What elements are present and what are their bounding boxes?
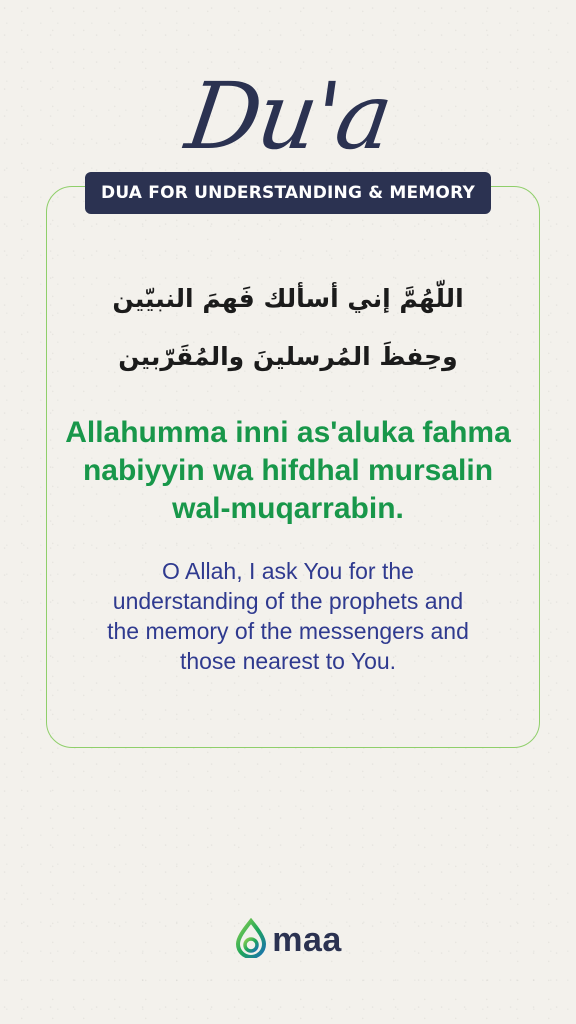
logo-wordmark: maa <box>272 920 342 959</box>
arabic-text-line-2: وحِفظَ المُرسلينَ والمُقَرّبين <box>118 342 458 371</box>
arabic-text-line-1: اللّهُمَّ إني أسألك فَهمَ النبيّين <box>112 284 464 313</box>
transliteration-text: Allahumma inni as'aluka fahma nabiyyin wa hifdhal mursalin wal-muqarrabin. <box>65 416 511 525</box>
dua-script-title: Du'a <box>179 63 397 170</box>
title-banner <box>85 172 491 214</box>
maa-logo <box>0 918 576 962</box>
maa-drop-icon <box>234 918 268 962</box>
banner-text: DUA FOR UNDERSTANDING & MEMORY <box>101 183 475 203</box>
translation-text: O Allah, I ask You for the understanding of the prophets and the memory of the messengers and those nearest to You. <box>107 558 469 674</box>
